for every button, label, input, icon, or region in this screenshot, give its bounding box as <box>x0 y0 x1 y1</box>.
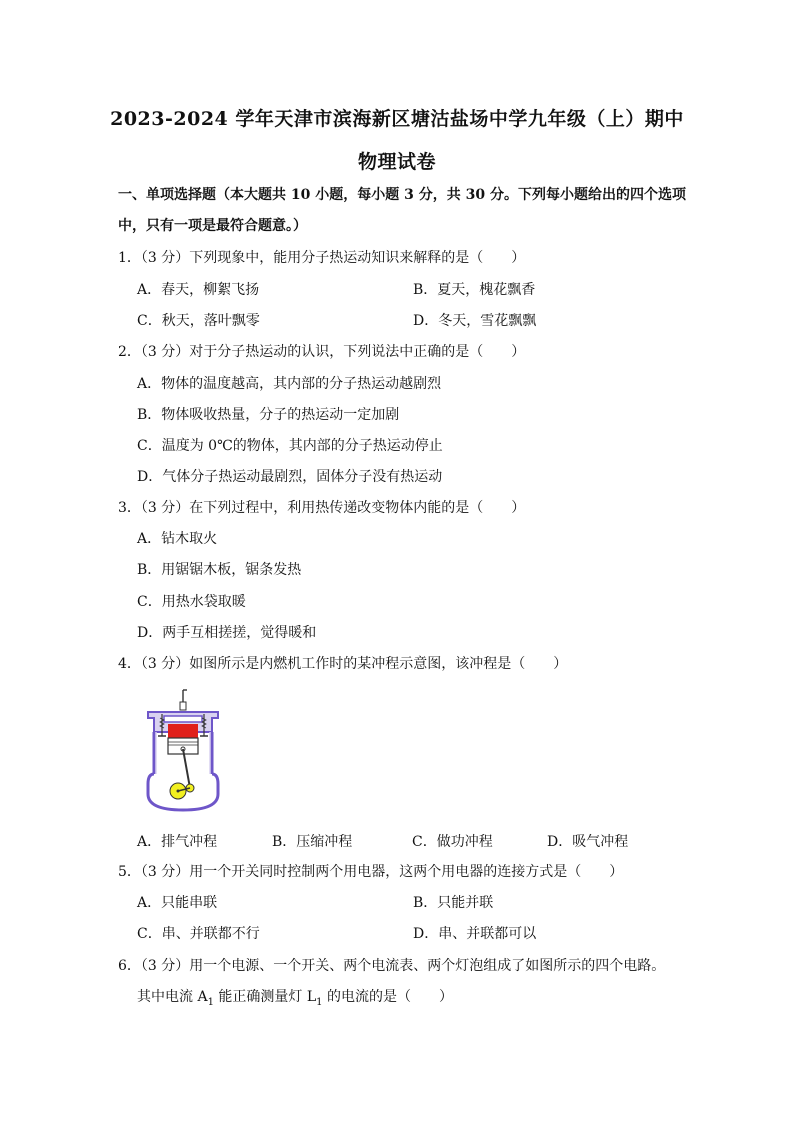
q6-text-a: 其中电流 A <box>137 989 208 1005</box>
question-1-stem: 1．（3 分）下列现象中，能用分子热运动知识来解释的是（ ） <box>118 250 526 266</box>
question-5-option-a: A．只能串联 <box>137 895 218 911</box>
question-4-stem: 4．（3 分）如图所示是内燃机工作时的某冲程示意图，该冲程是（ ） <box>118 656 568 672</box>
question-3-option-d: D．两手互相搓搓，觉得暖和 <box>137 625 317 641</box>
question-2-stem: 2．（3 分）对于分子热运动的认识，下列说法中正确的是（ ） <box>118 344 526 360</box>
question-1-option-d: D．冬天，雪花飘飘 <box>413 313 537 329</box>
question-4-option-c: C．做功冲程 <box>412 834 493 850</box>
title-line-2: 物理试卷 <box>357 151 436 173</box>
question-5-option-d: D．串、并联都可以 <box>413 926 537 942</box>
q6-sub-1: 1 <box>207 996 214 1008</box>
q6-text-c: 的电流的是（ ） <box>322 989 453 1005</box>
question-5-stem: 5．（3 分）用一个开关同时控制两个用电器，这两个用电器的连接方式是（ ） <box>118 864 624 880</box>
spark-plug-icon <box>180 690 187 710</box>
q6-sub-2: 1 <box>316 996 323 1008</box>
question-1-option-b: B．夏天，槐花飘香 <box>413 282 536 298</box>
question-2-option-a: A．物体的温度越高，其内部的分子热运动越剧烈 <box>137 376 442 392</box>
question-4-option-b: B．压缩冲程 <box>272 834 353 850</box>
question-4-option-a: A．排气冲程 <box>137 834 218 850</box>
question-3-option-b: B．用锯锯木板，锯条发热 <box>137 562 302 578</box>
q6-text-b: 能正确测量灯 L <box>213 989 317 1005</box>
question-2-option-d: D．气体分子热运动最剧烈，固体分子没有热运动 <box>137 469 443 485</box>
question-2-option-c: C．温度为 0℃的物体，其内部的分子热运动停止 <box>137 438 443 454</box>
question-6-stem-line-2 <box>137 987 453 1007</box>
question-1-option-a: A．春天，柳絮飞扬 <box>137 282 260 298</box>
question-5-option-c: C．串、并联都不行 <box>137 926 260 942</box>
engine-stroke-figure <box>142 688 224 814</box>
question-1-option-c: C．秋天，落叶飘零 <box>137 313 260 329</box>
question-2-option-b: B．物体吸收热量，分子的热运动一定加剧 <box>137 407 400 423</box>
title-line-1: 2023-2024 学年天津市滨海新区塘沽盐场中学九年级（上）期中 <box>110 108 684 130</box>
question-4-option-d: D．吸气冲程 <box>547 834 629 850</box>
question-5-option-b: B．只能并联 <box>413 895 494 911</box>
question-3-stem: 3．（3 分）在下列过程中，利用热传递改变物体内能的是（ ） <box>118 500 526 516</box>
question-6-stem: 6．（3 分）用一个电源、一个开关、两个电流表、两个灯泡组成了如图所示的四个电路。 <box>118 958 666 974</box>
section-heading-2: 中，只有一项是最符合题意。） <box>118 218 307 234</box>
section-heading-1: 一、单项选择题（本大题共 10 小题，每小题 3 分，共 30 分。下列每小题给出的四个选项 <box>118 187 686 203</box>
question-3-option-c: C．用热水袋取暖 <box>137 594 246 610</box>
question-3-option-a: A．钻木取火 <box>137 531 218 547</box>
